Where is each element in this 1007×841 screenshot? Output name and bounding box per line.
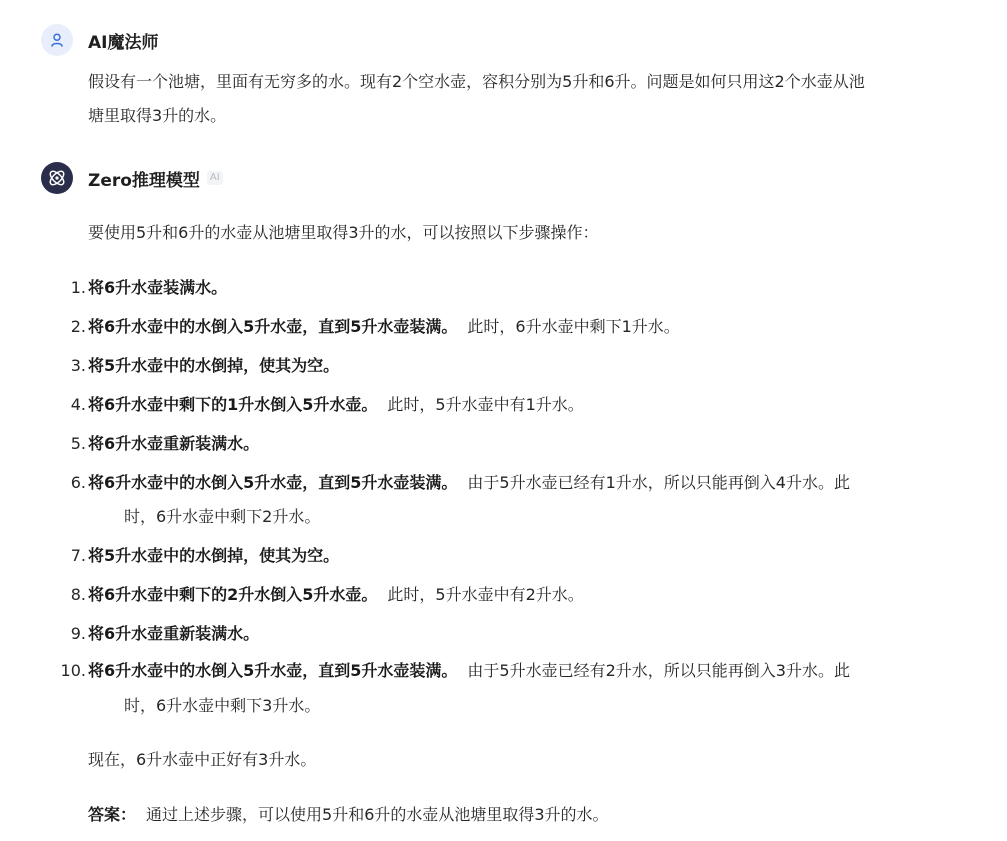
user-question-line-1: 假设有一个池塘，里面有无穷多的水。现有2个空水壶，容积分别为5升和6升。问题是如何只用这2个水壶从池: [88, 72, 865, 91]
step-detail-text: 此时，5升水壶中有1升水。: [387, 395, 584, 414]
step-bold-text: 将6升水壶重新装满水。: [88, 434, 260, 453]
step-bold-text: 将5升水壶中的水倒掉，使其为空。: [88, 356, 340, 375]
user-question-line-2: 塘里取得3升的水。: [88, 106, 227, 125]
step-number: 9.: [70, 624, 86, 643]
list-item: [70, 623, 260, 645]
step-bold-text: 将6升水壶装满水。: [88, 278, 228, 297]
step-bold-text: 将5升水壶中的水倒掉，使其为空。: [88, 546, 340, 565]
step-number: 6.: [70, 473, 86, 492]
answer-intro: 要使用5升和6升的水壶从池塘里取得3升的水，可以按照以下步骤操作：: [88, 223, 599, 242]
step-number: 5.: [70, 434, 86, 453]
step-detail-text: 由于5升水壶已经有2升水，所以只能再倒入3升水。此: [467, 661, 850, 680]
step-bold-text: 将6升水壶中的水倒入5升水壶，直到5升水壶装满。: [88, 661, 458, 680]
answer-text: 通过上述步骤，可以使用5升和6升的水壶从池塘里取得3升的水。: [146, 805, 609, 824]
list-item: [70, 394, 584, 416]
list-item: [70, 433, 260, 455]
step-bold-text: 将6升水壶重新装满水。: [88, 624, 260, 643]
bot-message-header: [41, 162, 223, 194]
step-bold-text: 将6升水壶中剩下的2升水倒入5升水壶。: [88, 585, 378, 604]
final-answer: [88, 804, 609, 826]
atom-logo-glyph: [46, 167, 68, 189]
list-item: [70, 472, 850, 494]
step-number: 7.: [70, 546, 86, 565]
conclusion-text: 现在，6升水壶中正好有3升水。: [88, 750, 317, 769]
step-number: 3.: [70, 356, 86, 375]
step-bold-text: 将6升水壶中的水倒入5升水壶，直到5升水壶装满。: [88, 317, 458, 336]
answer-label: 答案：: [88, 805, 137, 824]
ai-badge: AI: [207, 171, 223, 185]
list-item: [70, 316, 680, 338]
list-item: [70, 277, 228, 299]
atom-logo-icon: [41, 162, 73, 194]
step-detail-text: 由于5升水壶已经有1升水，所以只能再倒入4升水。此: [467, 473, 850, 492]
step-bold-text: 将6升水壶中剩下的1升水倒入5升水壶。: [88, 395, 378, 414]
step-6-continuation: 时，6升水壶中剩下2升水。: [124, 507, 321, 526]
person-icon: [41, 24, 73, 56]
step-detail-text: 此时，6升水壶中剩下1升水。: [467, 317, 680, 336]
bot-name: Zero推理模型: [88, 170, 200, 191]
list-item: [60, 660, 850, 682]
list-item: [70, 355, 340, 377]
step-number: 10.: [60, 661, 86, 680]
list-item: [70, 545, 340, 567]
step-number: 1.: [70, 278, 86, 297]
step-detail-text: 此时，5升水壶中有2升水。: [387, 585, 584, 604]
step-10-continuation: 时，6升水壶中剩下3升水。: [124, 696, 321, 715]
list-item: [70, 584, 584, 606]
step-number: 4.: [70, 395, 86, 414]
user-name: AI魔法师: [88, 32, 159, 53]
step-number: 2.: [70, 317, 86, 336]
user-message-header: [41, 24, 158, 56]
person-icon-glyph: [49, 32, 65, 48]
step-number: 8.: [70, 585, 86, 604]
step-bold-text: 将6升水壶中的水倒入5升水壶，直到5升水壶装满。: [88, 473, 458, 492]
